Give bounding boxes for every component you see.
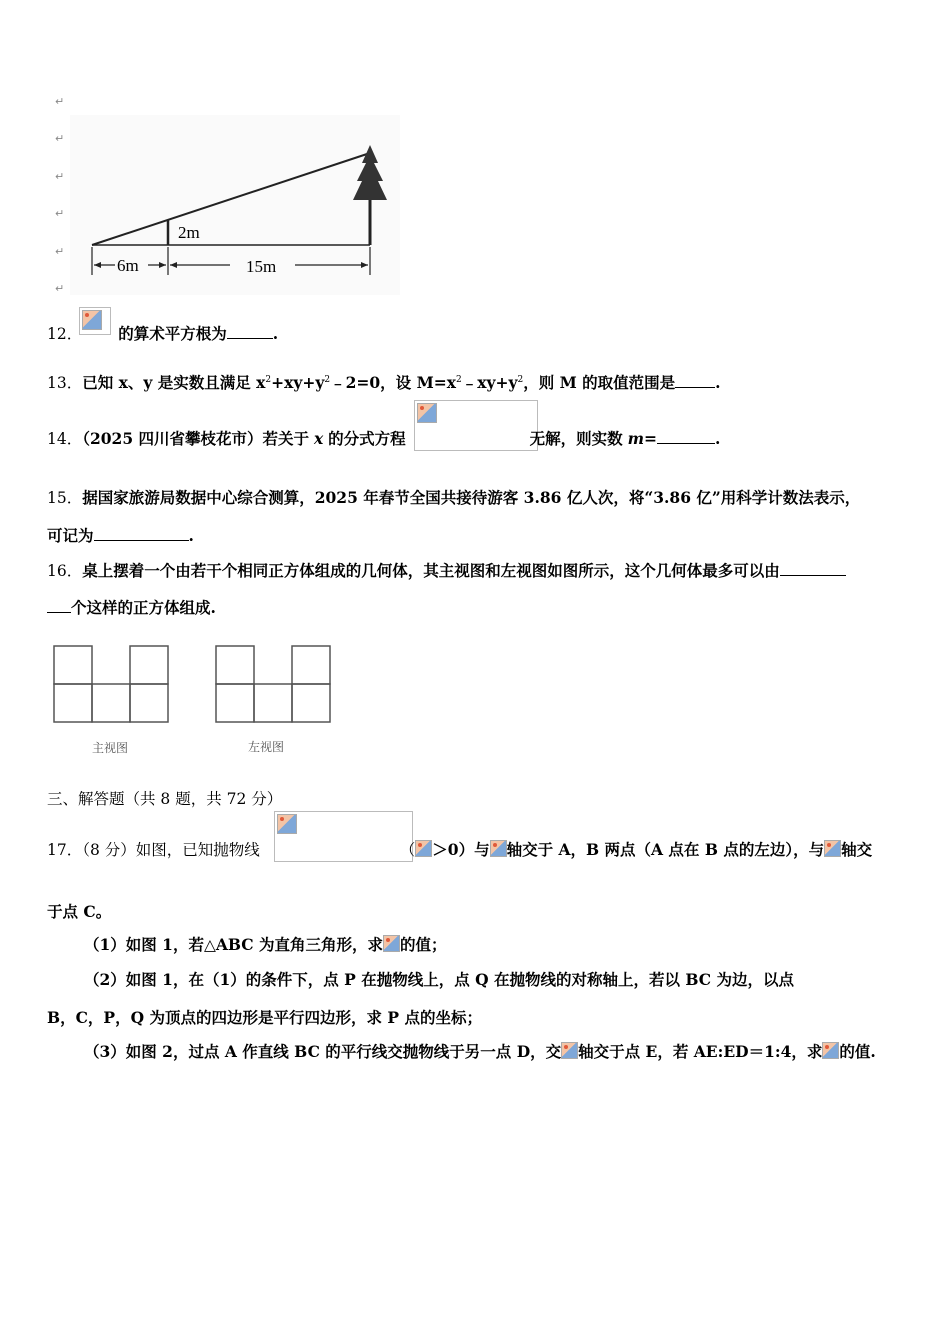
caption-front-view: 主视图 [92, 741, 129, 755]
paragraph-mark: ↵ [55, 132, 65, 145]
question-16: 16．桌上摆着一个由若干个相同正方体组成的几何体，其主视图和左视图如图所示，这个几何体最多可以由 [47, 561, 846, 581]
question-14: 14．（2025 四川省攀枝花市）若关于 x 的分式方程 无解，则实数 m= . [47, 429, 721, 448]
broken-image-icon [561, 1042, 578, 1059]
answer-blank[interactable] [657, 429, 715, 444]
answer-blank[interactable] [227, 324, 273, 339]
three-view-figure [50, 642, 340, 762]
answer-blank[interactable] [47, 598, 71, 613]
paragraph-mark: ↵ [55, 170, 65, 183]
question-16-cont: 个这样的正方体组成. [47, 598, 216, 618]
question-17-part1: （1）如图 1，若△ABC 为直角三角形，求 的值； [84, 935, 447, 954]
paragraph-mark: ↵ [55, 282, 65, 295]
broken-image-icon [383, 935, 400, 952]
question-15-cont: 可记为 . [47, 526, 194, 545]
answer-blank[interactable] [675, 373, 715, 388]
paragraph-mark: ↵ [55, 207, 65, 220]
question-17-part2-cont: B，C，P，Q 为顶点的四边形是平行四边形，求 P 点的坐标； [47, 1008, 482, 1027]
broken-image-icon [417, 403, 437, 423]
question-17-part2: （2）如图 1，在（1）的条件下，点 P 在抛物线上，点 Q 在抛物线的对称轴上，若以 BC 为边，以点 [84, 970, 795, 989]
question-17-part3: （3）如图 2，过点 A 作直线 BC 的平行线交抛物线于另一点 D，交 轴交于点 E，若 AE:ED＝1:4，求 的值. [84, 1042, 876, 1061]
left-view [216, 646, 330, 722]
label-2m: 2m [178, 223, 200, 242]
answer-blank[interactable] [780, 561, 846, 576]
caption-left-view: 左视图 [248, 740, 285, 754]
paragraph-mark: ↵ [55, 95, 65, 108]
label-15m: 15m [246, 257, 277, 276]
front-view [54, 646, 168, 722]
section-title: 三、解答题（共 8 题，共 72 分） [47, 790, 283, 808]
question-13: 13．已知 x、y 是实数且满足 $x^2+xy+y^2﹣2=0$，设 $M=x^2﹣xy+y^2$，则 M 的取值范围是 . [47, 373, 721, 393]
question-17-cont: 于点 C。 [47, 902, 112, 921]
broken-image-icon [277, 814, 297, 834]
paragraph-mark: ↵ [55, 245, 65, 258]
tree-shadow-figure [70, 115, 400, 295]
label-6m: 6m [117, 256, 139, 275]
question-15: 15．据国家旅游局数据中心综合测算，2025 年春节全国共接待游客 3.86 亿人次，将“3.86 亿”用科学计数法表示， [47, 488, 861, 507]
broken-image-icon [822, 1042, 839, 1059]
broken-image-icon [490, 840, 507, 857]
answer-blank[interactable] [94, 526, 189, 541]
question-17: 17．（8 分）如图，已知抛物线 （ ＞0）与 轴交于 A，B 两点（A 点在 B 点的左边），与 轴交 [47, 840, 873, 859]
question-12: 12． 的算术平方根为 . [47, 324, 279, 343]
broken-image-icon [824, 840, 841, 857]
broken-image-icon [415, 840, 432, 857]
